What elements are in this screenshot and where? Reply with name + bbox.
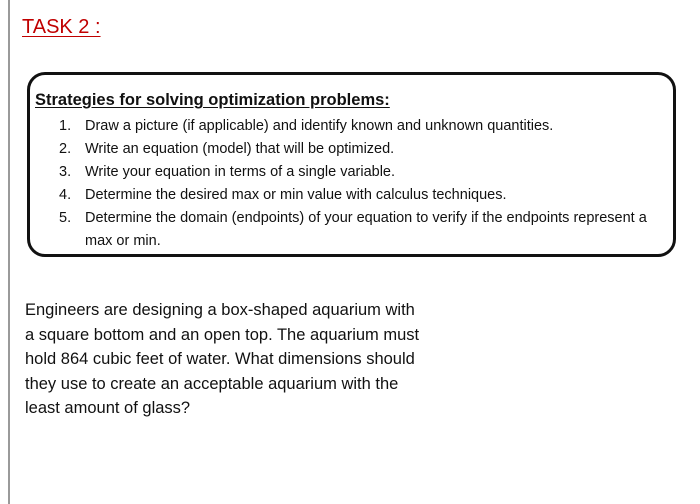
task-title: TASK 2 : — [22, 16, 101, 38]
strategy-step-2 — [30, 138, 670, 161]
strategy-step-1 — [30, 115, 670, 138]
strategy-step-4 — [30, 184, 670, 207]
problem-statement: Engineers are designing a box-shaped aquarium with a square bottom and an open top. The aquarium must hold 864 cubic feet of water. What dimensions should they use to create an acceptable aquarium with the least amount of glass? — [25, 301, 420, 417]
step-text: Determine the domain (endpoints) of your equation to verify if the endpoints represent a max or min. — [85, 210, 647, 249]
strategies-heading: Strategies for solving optimization problems: — [35, 91, 390, 109]
left-margin-rule — [8, 0, 10, 504]
step-number: 4. — [59, 187, 72, 203]
step-number: 3. — [59, 164, 72, 180]
strategy-step-3 — [30, 161, 670, 184]
step-text: Write your equation in terms of a single variable. — [85, 164, 396, 180]
step-text: Draw a picture (if applicable) and identify known and unknown quantities. — [85, 118, 554, 134]
strategy-step-5 — [30, 207, 670, 253]
step-number: 5. — [59, 210, 72, 226]
step-number: 2. — [59, 141, 72, 157]
strategies-box — [27, 72, 676, 257]
step-text: Write an equation (model) that will be optimized. — [85, 141, 395, 157]
step-text: Determine the desired max or min value with calculus techniques. — [85, 187, 507, 203]
step-number: 1. — [59, 118, 72, 134]
strategies-list — [30, 115, 670, 253]
